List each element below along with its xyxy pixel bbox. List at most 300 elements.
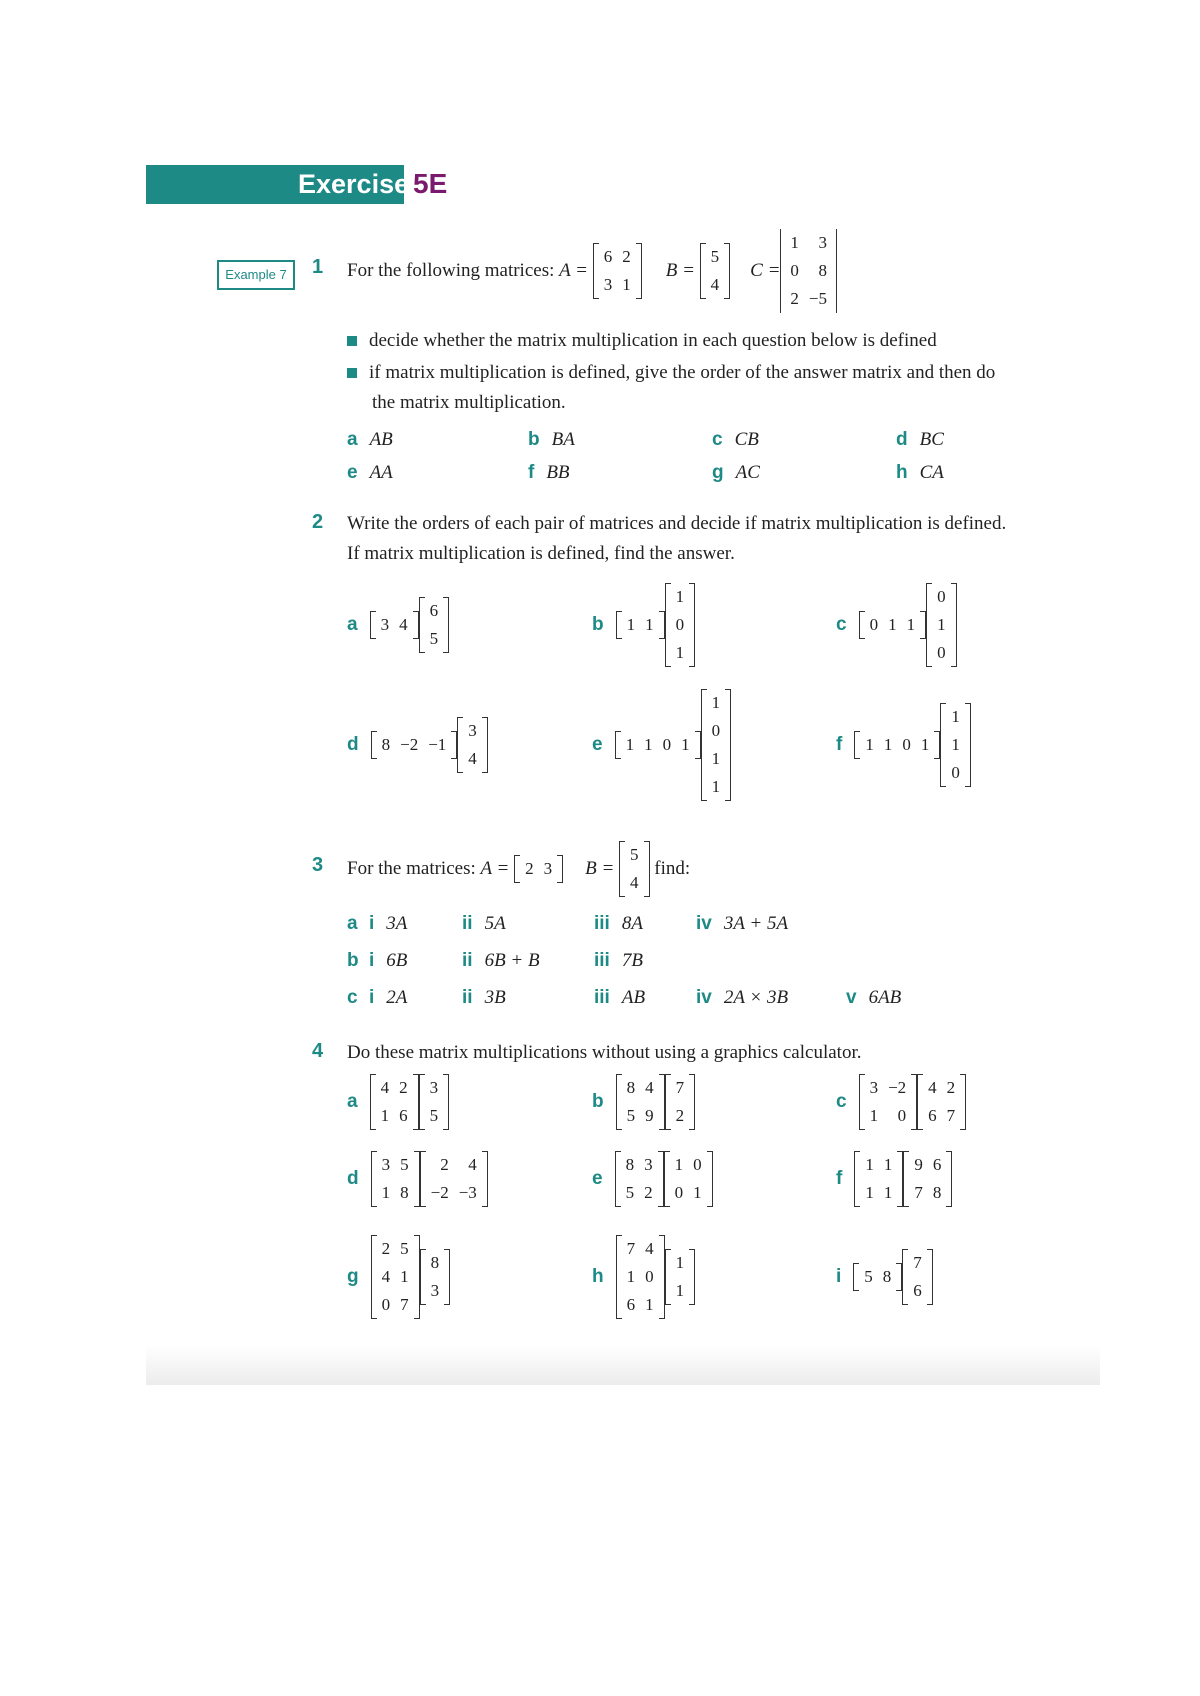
bullet-icon — [347, 368, 357, 378]
column-matrix — [665, 583, 696, 667]
right-matrix — [665, 1074, 696, 1130]
matrix-entry: 4 — [380, 1078, 390, 1097]
subpart-expression: 3A — [386, 913, 408, 934]
example-reference[interactable]: Example 7 — [217, 260, 295, 290]
question-1-bullet-2-continued: the matrix multiplication. — [372, 392, 566, 413]
matrix-entries — [377, 1235, 414, 1319]
matrix-entry: −3 — [458, 1183, 477, 1202]
matrix-entry: 1 — [883, 734, 893, 754]
question-4-part-h[interactable] — [592, 1225, 695, 1329]
matrix-right-bracket — [482, 717, 488, 773]
matrix-entry: 1 — [675, 1253, 685, 1272]
subpart-numeral: iv — [696, 987, 712, 1008]
question-3-part-b-i[interactable] — [369, 946, 407, 976]
part-expression: BC — [919, 429, 944, 450]
matrix-entry: 3 — [380, 615, 390, 634]
subpart-expression: 2A × 3B — [723, 987, 789, 1008]
matrix-entry: 4 — [928, 1078, 937, 1097]
matrix-entry: 2 — [440, 1155, 449, 1174]
part-letter: a — [347, 429, 358, 450]
question-1-bullet-1: decide whether the matrix multiplication in each question below is defined — [347, 326, 937, 356]
question-4-part-b[interactable] — [592, 1068, 695, 1136]
matrix-entry: 1 — [711, 748, 721, 768]
matrix-entries — [865, 611, 921, 639]
matrix-entry: 1 — [937, 615, 946, 634]
part-letter: d — [896, 429, 908, 450]
matrix-entry: 1 — [711, 776, 721, 796]
question-3-part-b-iii[interactable] — [594, 946, 643, 976]
matrix-entry: 5 — [400, 1239, 409, 1258]
matrix-entry: 4 — [645, 1078, 654, 1097]
question-3-find: find: — [654, 858, 691, 879]
question-3-part-b-letter: b — [347, 950, 359, 971]
matrix-entry: 1 — [644, 734, 653, 754]
question-4-number: 4 — [312, 1040, 324, 1062]
matrix-entry: 5 — [710, 247, 720, 266]
matrix-entry: 6 — [399, 1106, 408, 1125]
column-matrix — [940, 703, 971, 787]
matrix-entry: 0 — [790, 261, 799, 280]
matrix-entry: 5 — [625, 1183, 635, 1202]
bullet-icon — [347, 336, 357, 346]
matrix-entry: 8 — [932, 1183, 942, 1202]
left-matrix — [616, 1074, 665, 1130]
matrix-entries — [671, 1074, 690, 1130]
right-matrix — [902, 1249, 933, 1305]
part-letter: d — [347, 733, 359, 755]
exercise-title: Exercise — [298, 169, 410, 199]
question-1-number: 1 — [312, 256, 324, 278]
part-expression: BA — [551, 429, 575, 450]
matrix-entry: 1 — [400, 1267, 409, 1286]
matrix-entries — [785, 229, 832, 313]
matrix-entry: −2 — [400, 734, 419, 754]
part-letter: a — [347, 1091, 358, 1112]
matrix-entries — [622, 1235, 659, 1319]
matrix-entry: −2 — [430, 1183, 449, 1202]
right-matrix — [419, 1074, 450, 1130]
matrix-entry: 0 — [662, 734, 672, 754]
row-matrix — [615, 731, 701, 759]
matrix-entry: 6 — [928, 1106, 937, 1125]
matrix-entry: 7 — [914, 1183, 923, 1202]
matrix-entries — [599, 243, 636, 299]
matrix-entry: 3 — [381, 1155, 391, 1174]
matrix-entries — [426, 1249, 445, 1305]
matrix-right-bracket — [689, 1074, 695, 1130]
matrix-entry: 4 — [630, 873, 639, 892]
part-letter: c — [836, 1091, 847, 1112]
matrix-entry: 8 — [381, 734, 391, 754]
matrix-entry: 2 — [946, 1078, 956, 1097]
matrix-entry: 4 — [381, 1267, 391, 1286]
matrix-entry: 0 — [693, 1155, 702, 1174]
matrix-entry: 1 — [790, 233, 799, 252]
matrix-entry: 1 — [865, 1155, 874, 1174]
matrix-entries — [622, 611, 659, 639]
matrix-entry: 3 — [429, 1078, 439, 1097]
matrix-entry: 1 — [865, 734, 874, 754]
part-letter: h — [592, 1266, 604, 1287]
matrix-right-bracket — [960, 1074, 966, 1130]
matrix-entry: 5 — [400, 1155, 409, 1174]
matrix-entry: 3 — [818, 233, 828, 252]
part-letter: b — [592, 614, 604, 635]
subpart-numeral: i — [369, 950, 375, 971]
matrix-entries — [376, 611, 413, 639]
part-letter: b — [592, 1091, 604, 1112]
part-letter: i — [836, 1266, 842, 1287]
matrix-entry: 7 — [913, 1253, 922, 1272]
question-3-part-b-ii[interactable] — [462, 946, 540, 976]
matrix-entry: 4 — [468, 748, 477, 768]
right-matrix — [420, 1151, 488, 1207]
matrix-entry: 1 — [951, 734, 960, 754]
matrix-a-label: A = — [480, 858, 510, 879]
question-3-part-a-ii[interactable] — [462, 909, 506, 939]
matrix-right-bracket — [689, 1249, 695, 1305]
part-letter: f — [836, 1168, 843, 1189]
matrix-entries — [860, 731, 934, 759]
question-1-part-g[interactable] — [712, 458, 760, 488]
matrix-right-bracket — [443, 1074, 449, 1130]
matrix-entry: 6 — [429, 601, 439, 620]
column-matrix — [701, 689, 732, 801]
matrix-c — [780, 229, 837, 313]
matrix-right-bracket — [946, 1151, 952, 1207]
matrix-entries — [621, 1151, 658, 1207]
matrix-entry: 8 — [400, 1183, 409, 1202]
left-matrix — [370, 1074, 419, 1130]
matrix-entries — [859, 1263, 896, 1291]
matrix-a — [593, 243, 642, 299]
matrix-entry: 1 — [711, 692, 721, 712]
right-matrix — [903, 1151, 952, 1207]
subpart-expression: 5A — [484, 913, 506, 934]
matrix-entry: 3 — [430, 1281, 440, 1300]
matrix-entry: 0 — [902, 734, 911, 754]
question-1-part-d[interactable] — [896, 425, 944, 455]
matrix-entry: 1 — [625, 734, 635, 754]
left-matrix — [859, 1074, 918, 1130]
matrix-entry: 7 — [946, 1106, 956, 1125]
question-4-part-g[interactable] — [347, 1225, 450, 1329]
matrix-entry: 1 — [920, 734, 930, 754]
subpart-numeral: v — [846, 987, 857, 1008]
matrix-entry: 0 — [674, 1183, 684, 1202]
question-1-part-a[interactable] — [347, 425, 393, 455]
matrix-right-bracket — [443, 597, 449, 653]
matrix-entries — [463, 717, 482, 773]
question-1-part-e[interactable] — [347, 458, 393, 488]
matrix-entries — [377, 1151, 414, 1207]
subpart-numeral: i — [369, 987, 375, 1008]
matrix-entry: 4 — [710, 275, 720, 294]
matrix-entry: 0 — [675, 615, 685, 634]
matrix-entry: 3 — [869, 1078, 879, 1097]
question-3-part-a-iv[interactable] — [696, 909, 788, 939]
question-2-part-a[interactable] — [347, 570, 449, 680]
question-1-part-h[interactable] — [896, 458, 944, 488]
right-matrix — [917, 1074, 966, 1130]
subpart-expression: 3B — [484, 987, 506, 1008]
subpart-numeral: ii — [462, 987, 473, 1008]
part-expression: AA — [369, 462, 393, 483]
matrix-right-bracket — [965, 703, 971, 787]
matrix-right-bracket — [482, 1151, 488, 1207]
question-3-part-a-iii[interactable] — [594, 909, 643, 939]
matrix-right-bracket — [689, 583, 695, 667]
matrix-entry: 1 — [645, 615, 654, 634]
question-3-part-a-letter: a — [347, 913, 358, 934]
question-1-part-b[interactable] — [528, 425, 575, 455]
right-matrix — [420, 1249, 451, 1305]
matrix-right-bracket — [927, 1249, 933, 1305]
matrix-entries — [622, 1074, 659, 1130]
part-letter: a — [347, 614, 358, 635]
matrix-entry: 1 — [381, 1183, 391, 1202]
matrix-entries — [425, 1074, 444, 1130]
part-letter: f — [528, 462, 535, 483]
matrix-entry: 4 — [468, 1155, 477, 1174]
left-matrix — [615, 1151, 664, 1207]
matrix-b-label: B = — [665, 260, 695, 281]
question-3-stem — [347, 835, 690, 903]
row-matrix — [859, 611, 927, 639]
question-4-part-a[interactable] — [347, 1068, 449, 1136]
question-4-part-e[interactable] — [592, 1145, 713, 1213]
matrix-entry: 8 — [625, 1155, 635, 1174]
matrix-entry: 0 — [937, 587, 946, 606]
question-3-part-a-i[interactable] — [369, 909, 407, 939]
row-matrix — [854, 731, 940, 759]
matrix-entry: 0 — [897, 1106, 907, 1125]
subpart-expression: 6B + B — [484, 950, 540, 971]
question-1-part-f[interactable] — [528, 458, 570, 488]
subpart-expression: 6AB — [868, 987, 902, 1008]
part-letter: g — [347, 1266, 359, 1287]
exercise-code: 5E — [413, 168, 448, 199]
question-3-part-c-iv[interactable] — [696, 983, 788, 1013]
matrix-entry: 3 — [543, 859, 553, 878]
question-4-part-d[interactable] — [347, 1145, 488, 1213]
left-matrix — [616, 1235, 665, 1319]
matrix-entry: 1 — [674, 1155, 684, 1174]
question-2-number: 2 — [312, 511, 324, 533]
matrix-entry: 2 — [525, 859, 534, 878]
question-2-part-b[interactable] — [592, 570, 695, 680]
matrix-b — [700, 243, 731, 299]
matrix-entry: 6 — [932, 1155, 942, 1174]
question-2-part-e[interactable] — [592, 677, 731, 812]
matrix-entry: 1 — [380, 1106, 390, 1125]
column-matrix — [419, 597, 450, 653]
matrix-entry: 4 — [399, 615, 408, 634]
matrix-entry: 9 — [914, 1155, 923, 1174]
matrix-entry: 8 — [882, 1267, 892, 1286]
matrix-entries — [426, 1151, 482, 1207]
matrix-entries — [520, 855, 557, 883]
matrix-entry: 0 — [381, 1295, 391, 1314]
matrix-entry: 2 — [381, 1239, 391, 1258]
matrix-entry: 1 — [622, 275, 631, 294]
question-2-part-f[interactable] — [836, 677, 971, 812]
matrix-entry: 0 — [711, 720, 721, 740]
part-letter: d — [347, 1168, 359, 1189]
matrix-entry: 1 — [693, 1183, 702, 1202]
matrix-entries — [670, 1151, 707, 1207]
question-1-stem — [347, 222, 837, 320]
matrix-entry: 1 — [645, 1295, 654, 1314]
matrix-entry: 8 — [818, 261, 828, 280]
matrix-entry: 2 — [675, 1106, 685, 1125]
matrix-entries — [909, 1151, 946, 1207]
matrix-right-bracket — [725, 689, 731, 801]
column-matrix — [926, 583, 957, 667]
matrix-entry: 1 — [888, 615, 897, 634]
question-2-part-d[interactable] — [347, 677, 488, 812]
part-letter: e — [592, 1168, 603, 1189]
question-3-intro: For the matrices: — [347, 858, 476, 879]
matrix-b — [619, 841, 650, 897]
matrix-entries — [908, 1249, 927, 1305]
matrix-entry: 6 — [626, 1295, 636, 1314]
matrix-entries — [625, 841, 644, 897]
part-letter: c — [836, 614, 847, 635]
part-expression: AB — [369, 429, 393, 450]
matrix-entry: 6 — [603, 247, 613, 266]
part-letter: e — [347, 462, 358, 483]
question-2-line-2: If matrix multiplication is defined, find the answer. — [347, 543, 735, 564]
question-3-part-c-letter: c — [347, 987, 358, 1008]
part-letter: e — [592, 733, 603, 755]
matrix-entries — [706, 243, 725, 299]
question-4-intro: Do these matrix multiplications without using a graphics calculator. — [347, 1042, 862, 1063]
matrix-entry: 1 — [869, 1106, 879, 1125]
subpart-expression: 6B — [386, 950, 408, 971]
matrix-entry: 7 — [675, 1078, 685, 1097]
matrix-entry: 5 — [429, 629, 439, 648]
row-matrix — [370, 611, 419, 639]
part-letter: g — [712, 462, 724, 483]
matrix-entry: 2 — [622, 247, 631, 266]
question-3-part-c-ii[interactable] — [462, 983, 506, 1013]
matrix-entry: 1 — [681, 734, 690, 754]
question-1-intro: For the following matrices: — [347, 260, 555, 281]
matrix-left-bracket — [780, 229, 781, 313]
left-matrix — [371, 1235, 420, 1319]
matrix-entries — [377, 731, 452, 759]
matrix-a-label: A = — [559, 260, 588, 281]
matrix-b-label: B = — [585, 858, 615, 879]
question-3-number: 3 — [312, 854, 324, 876]
matrix-entry: 5 — [864, 1267, 873, 1286]
left-matrix — [854, 1151, 903, 1207]
row-matrix — [616, 611, 665, 639]
matrix-entry: 6 — [913, 1281, 922, 1300]
question-3-part-c-iii[interactable] — [594, 983, 645, 1013]
part-letter: c — [712, 429, 723, 450]
matrix-entry: 1 — [883, 1183, 893, 1202]
matrix-c-label: C = — [750, 260, 781, 281]
matrix-entries — [923, 1074, 960, 1130]
matrix-entry: 0 — [951, 762, 960, 782]
row-matrix — [371, 731, 458, 759]
subpart-numeral: ii — [462, 950, 473, 971]
matrix-right-bracket — [951, 583, 957, 667]
column-matrix — [457, 717, 488, 773]
matrix-entry: 1 — [675, 643, 685, 662]
matrix-entry: 8 — [430, 1253, 440, 1272]
left-matrix — [853, 1263, 902, 1291]
matrix-right-bracket — [724, 243, 730, 299]
matrix-entries — [376, 1074, 413, 1130]
matrix-entry: 1 — [675, 587, 685, 606]
matrix-entry: 3 — [468, 720, 477, 740]
matrix-entry: 2 — [790, 289, 799, 308]
matrix-entry: 5 — [429, 1106, 439, 1125]
subpart-numeral: i — [369, 913, 375, 934]
question-1-part-c[interactable] — [712, 425, 759, 455]
matrix-right-bracket — [707, 1151, 713, 1207]
question-3-part-c-i[interactable] — [369, 983, 407, 1013]
matrix-right-bracket — [644, 841, 650, 897]
subpart-numeral: iii — [594, 950, 610, 971]
part-letter: f — [836, 733, 843, 755]
subpart-expression: 3A + 5A — [723, 913, 789, 934]
question-4-part-i[interactable] — [836, 1225, 933, 1329]
matrix-entries — [621, 731, 695, 759]
matrix-entries — [932, 583, 951, 667]
subpart-expression: 8A — [621, 913, 643, 934]
part-expression: CA — [919, 462, 944, 483]
part-expression: CB — [734, 429, 759, 450]
matrix-right-bracket — [444, 1249, 450, 1305]
matrix-right-bracket — [636, 243, 642, 299]
question-4-part-c[interactable] — [836, 1068, 966, 1136]
matrix-entry: 7 — [626, 1239, 636, 1258]
matrix-entry: 5 — [626, 1106, 636, 1125]
right-matrix — [665, 1249, 696, 1305]
matrix-entry: 0 — [869, 615, 879, 634]
question-3-part-c-v[interactable] — [846, 983, 901, 1013]
matrix-entry: 1 — [626, 1267, 636, 1286]
matrix-entry: 3 — [644, 1155, 653, 1174]
matrix-entry: −1 — [428, 734, 447, 754]
matrix-entry: 1 — [883, 1155, 893, 1174]
part-expression: BB — [546, 462, 570, 483]
matrix-entry: 4 — [645, 1239, 654, 1258]
question-1-bullet-2: if matrix multiplication is defined, give the order of the answer matrix and then do — [347, 358, 995, 388]
matrix-entry: 1 — [626, 615, 636, 634]
matrix-entries — [707, 689, 726, 801]
subpart-expression: AB — [621, 987, 646, 1008]
matrix-entry: 1 — [906, 615, 916, 634]
question-2-line-1: Write the orders of each pair of matrices and decide if matrix multiplication is defined. — [347, 513, 1007, 534]
question-4-part-f[interactable] — [836, 1145, 952, 1213]
matrix-right-bracket — [557, 855, 563, 883]
matrix-entry: 0 — [937, 643, 946, 662]
matrix-entries — [946, 703, 965, 787]
question-2-part-c[interactable] — [836, 570, 957, 680]
subpart-numeral: ii — [462, 913, 473, 934]
part-letter: h — [896, 462, 908, 483]
matrix-entries — [425, 597, 444, 653]
matrix-entry: 0 — [645, 1267, 654, 1286]
subpart-numeral: iv — [696, 913, 712, 934]
matrix-entries — [865, 1074, 912, 1130]
matrix-entry: 2 — [399, 1078, 408, 1097]
